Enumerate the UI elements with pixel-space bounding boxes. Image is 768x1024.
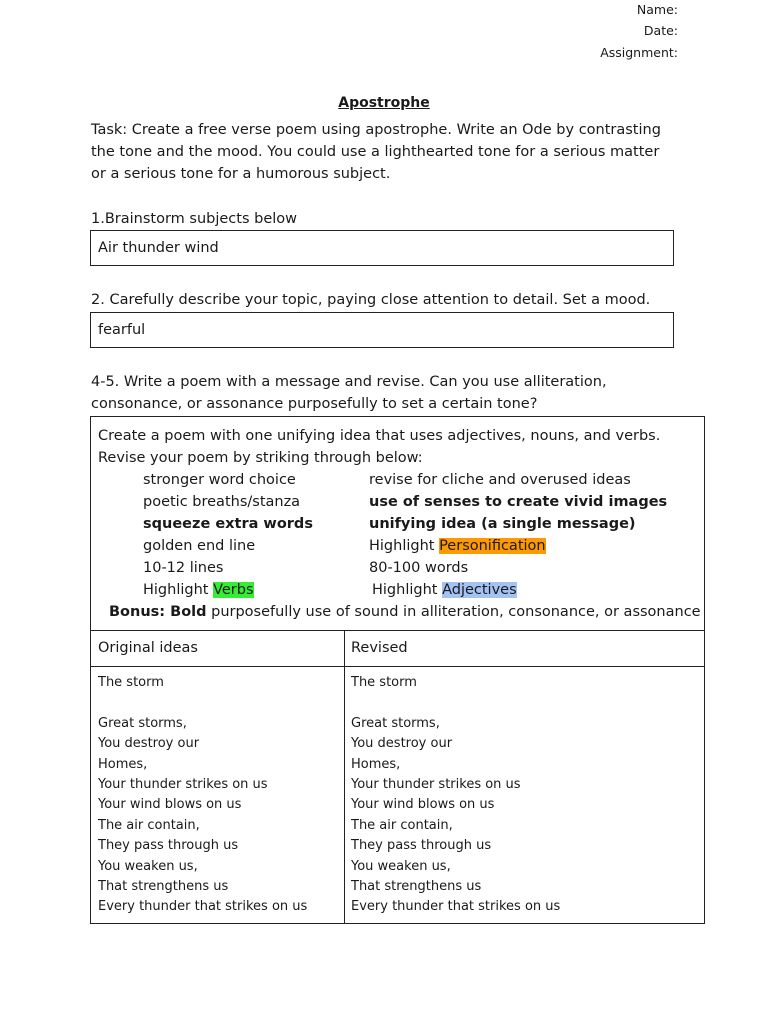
task-line: the tone and the mood. You could use a lighthearted tone for a serious matter (91, 144, 660, 160)
rubric-item: squeeze extra words (143, 516, 313, 532)
rubric-item: 10-12 lines (143, 560, 224, 576)
poem-line: The air contain, (98, 817, 200, 833)
bonus-label: Bonus: Bold (109, 604, 207, 620)
original-poem[interactable] (98, 673, 307, 918)
bonus-text: purposefully use of sound in alliteration, consonance, or assonance (206, 604, 701, 620)
poem-line: Every thunder that strikes on us (98, 899, 308, 915)
revised-poem[interactable] (351, 673, 560, 918)
q45-label (91, 371, 691, 415)
rubric-item: revise for cliche and overused ideas (369, 472, 631, 488)
poem-table (90, 630, 705, 924)
poem-line: You weaken us, (98, 858, 198, 874)
poem-line: Great storms, (351, 715, 440, 731)
column-divider (344, 631, 345, 923)
poem-line: Homes, (351, 756, 401, 772)
poem-line: Your thunder strikes on us (351, 777, 521, 793)
poem-line: That strengthens us (351, 879, 482, 895)
bonus-line (109, 601, 701, 623)
poem-line: Great storms, (98, 715, 187, 731)
poem-line: You destroy our (98, 736, 200, 752)
rubric-intro: Create a poem with one unifying idea that uses adjectives, nouns, and verbs. (98, 428, 661, 444)
poem-line: That strengthens us (98, 879, 229, 895)
assignment-label: Assignment: (600, 45, 678, 60)
task-line: or a serious tone for a humorous subject. (91, 166, 391, 182)
poem-line: Your wind blows on us (98, 797, 242, 813)
poem-line: Homes, (98, 756, 148, 772)
original-ideas-header: Original ideas (98, 640, 198, 656)
page-title: Apostrophe (338, 95, 430, 111)
revised-header: Revised (351, 640, 408, 656)
highlight-prefix: Highlight (143, 582, 214, 598)
poem-line (98, 693, 307, 713)
poem-line: You weaken us, (351, 858, 451, 874)
poem-line: Your wind blows on us (351, 797, 495, 813)
rubric-right-column (369, 469, 667, 601)
rubric-item (369, 579, 667, 601)
rubric-item (143, 579, 313, 601)
date-label: Date: (643, 23, 678, 38)
q1-label: 1.Brainstorm subjects below (91, 211, 298, 227)
rubric-item: 80-100 words (369, 560, 469, 576)
verbs-highlight: Verbs (213, 582, 254, 598)
rubric-item: unifying idea (a single message) (369, 516, 636, 532)
personification-highlight: Personification (439, 538, 546, 554)
q2-label: 2. Carefully describe your topic, paying close attention to detail. Set a mood. (91, 292, 651, 308)
q45-line: consonance, or assonance purposefully to set a certain tone? (91, 396, 538, 412)
task-paragraph (91, 119, 691, 185)
rubric-item: poetic breaths/stanza (143, 494, 301, 510)
poem-line (351, 693, 560, 713)
q45-line: 4-5. Write a poem with a message and revise. Can you use alliteration, (91, 374, 607, 390)
rubric-item: stronger word choice (143, 472, 296, 488)
highlight-prefix: Highlight (372, 582, 443, 598)
poem-line: You destroy our (351, 736, 453, 752)
q1-answer-field[interactable]: Air thunder wind (90, 230, 674, 266)
rubric-item: use of senses to create vivid images (369, 494, 668, 510)
poem-line: They pass through us (98, 838, 239, 854)
q2-answer-field[interactable]: fearful (90, 312, 674, 348)
name-label: Name: (636, 2, 678, 17)
poem-line: They pass through us (351, 838, 492, 854)
poem-line: Every thunder that strikes on us (351, 899, 561, 915)
poem-line: The storm (351, 675, 417, 690)
rubric-intro: Revise your poem by striking through below: (98, 450, 423, 466)
poem-line: Your thunder strikes on us (98, 777, 268, 793)
rubric-item: golden end line (143, 538, 256, 554)
poem-line: The storm (98, 675, 164, 690)
rubric-left-column (143, 469, 313, 601)
highlight-prefix: Highlight (369, 538, 440, 554)
revision-rubric (90, 416, 705, 631)
adjectives-highlight: Adjectives (442, 582, 517, 598)
header-divider (91, 666, 704, 667)
poem-line: The air contain, (351, 817, 453, 833)
rubric-item (369, 535, 667, 557)
task-line: Task: Create a free verse poem using apostrophe. Write an Ode by contrasting (91, 122, 661, 138)
